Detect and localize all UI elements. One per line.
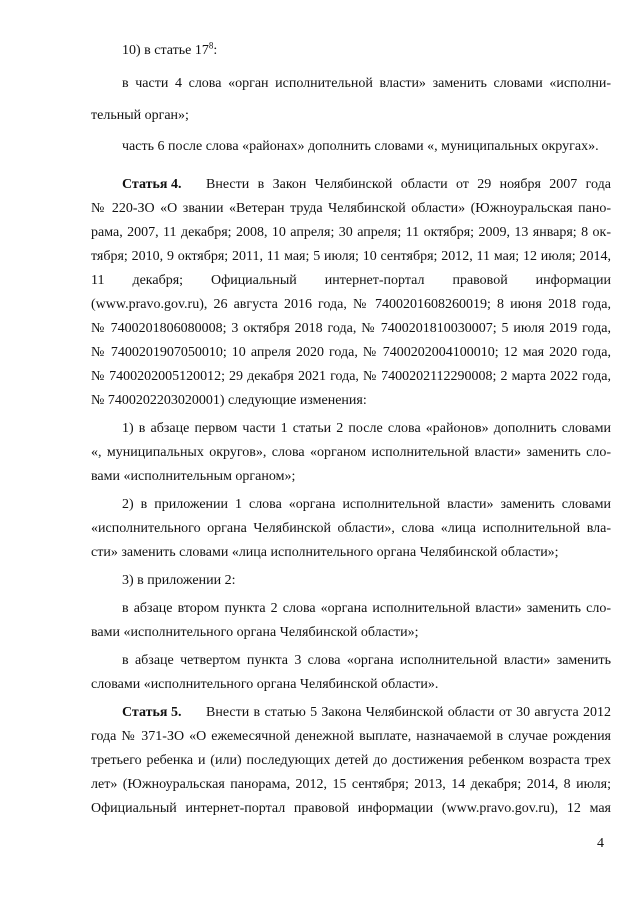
text-line: в абзаце четвертом пункта 3 слова «органа исполнительной власти» заменить bbox=[122, 653, 611, 668]
text-line: № 7400202005120012; 29 декабря 2021 года, № 7400202112290008; 2 марта 2022 года, bbox=[91, 369, 611, 384]
text-segment: 11 bbox=[91, 273, 105, 288]
text-line bbox=[122, 42, 640, 60]
text-line: тельный орган»; bbox=[91, 108, 189, 123]
text-line: в абзаце втором пункта 2 слова «органа исполнительной власти» заменить сло- bbox=[122, 601, 611, 616]
text-segment: информации bbox=[535, 273, 611, 288]
superscript: 8 bbox=[208, 40, 214, 51]
text-line: «исполнительного органа Челябинской области», слова «лица исполнительной вла- bbox=[91, 521, 611, 536]
text-segment: Официальный bbox=[211, 273, 297, 288]
text-segment: 10) в статье 17 bbox=[122, 43, 209, 58]
text-segment: интернет-портал bbox=[324, 273, 425, 288]
text-line: № 220-ЗО «О звании «Ветеран труда Челябинской области» (Южноуральская пано- bbox=[91, 201, 611, 216]
text-line: года № 371-ЗО «О ежемесячной денежной выплате, назначаемой в случае рождения bbox=[91, 729, 611, 744]
list-item-2: 2) в приложении 1 слова «органа исполнительной власти» заменить словами bbox=[122, 497, 611, 512]
list-item-3: 3) в приложении 2: bbox=[122, 573, 236, 588]
text-line: «, муниципальных округов», слова «органом исполнительной власти» заменить сло- bbox=[91, 445, 611, 460]
text-line: третьего ребенка и (или) последующих детей до достижения ребенком возраста трех bbox=[91, 753, 611, 768]
text-line: тября; 2010, 9 октября; 2011, 11 мая; 5 июля; 10 сентября; 2012, 11 мая; 12 июля; 2014, bbox=[91, 249, 611, 264]
text-line: словами «исполнительного органа Челябинской области». bbox=[91, 677, 439, 692]
text-line: часть 6 после слова «районах» дополнить словами «, муниципальных округах». bbox=[122, 139, 599, 154]
text-line: № 7400201907050010; 10 апреля 2020 года, № 7400202004100010; 12 мая 2020 года, bbox=[91, 345, 611, 360]
list-item-1: 1) в абзаце первом части 1 статьи 2 после слова «районов» дополнить словами bbox=[122, 421, 611, 436]
text-line: лет» (Южноуральская панорама, 2012, 15 сентября; 2013, 14 декабря; 2014, 8 июля; bbox=[91, 777, 611, 792]
text-segment: декабря; bbox=[132, 273, 184, 288]
text-line: № 7400201806080008; 3 октября 2018 года, № 7400201810030007; 5 июля 2019 года, bbox=[91, 321, 611, 336]
article-5-heading: Статья 5. bbox=[122, 705, 182, 720]
text-line: вами «исполнительным органом»; bbox=[91, 469, 296, 484]
text-line: вами «исполнительного органа Челябинской области»; bbox=[91, 625, 419, 640]
text-line: в части 4 слова «орган исполнительной власти» заменить словами «исполни- bbox=[122, 76, 611, 91]
text-line: № 7400202203020001) следующие изменения: bbox=[91, 393, 367, 408]
text-segment: Внести в Закон Челябинской области от 29 ноября 2007 года bbox=[206, 177, 611, 192]
text-line: Официальный интернет-портал правовой информации (www.pravo.gov.ru), 12 мая bbox=[91, 801, 611, 816]
text-line bbox=[91, 272, 611, 290]
article-4-heading-line bbox=[122, 176, 611, 194]
page-number: 4 bbox=[597, 836, 604, 851]
text-segment: : bbox=[213, 43, 218, 58]
text-line: рама, 2007, 11 декабря; 2008, 10 апреля; 30 апреля; 11 октября; 2009, 13 января; 8 ок- bbox=[91, 225, 611, 240]
article-5-heading-line bbox=[122, 704, 611, 722]
text-line: сти» заменить словами «лица исполнительного органа Челябинской области»; bbox=[91, 545, 559, 560]
text-segment: Внести в статью 5 Закона Челябинской области от 30 августа 2012 bbox=[206, 705, 611, 720]
text-segment: правовой bbox=[452, 273, 508, 288]
article-4-heading: Статья 4. bbox=[122, 177, 182, 192]
text-line: (www.pravo.gov.ru), 26 августа 2016 года, № 7400201608260019; 8 июня 2018 года, bbox=[91, 297, 611, 312]
